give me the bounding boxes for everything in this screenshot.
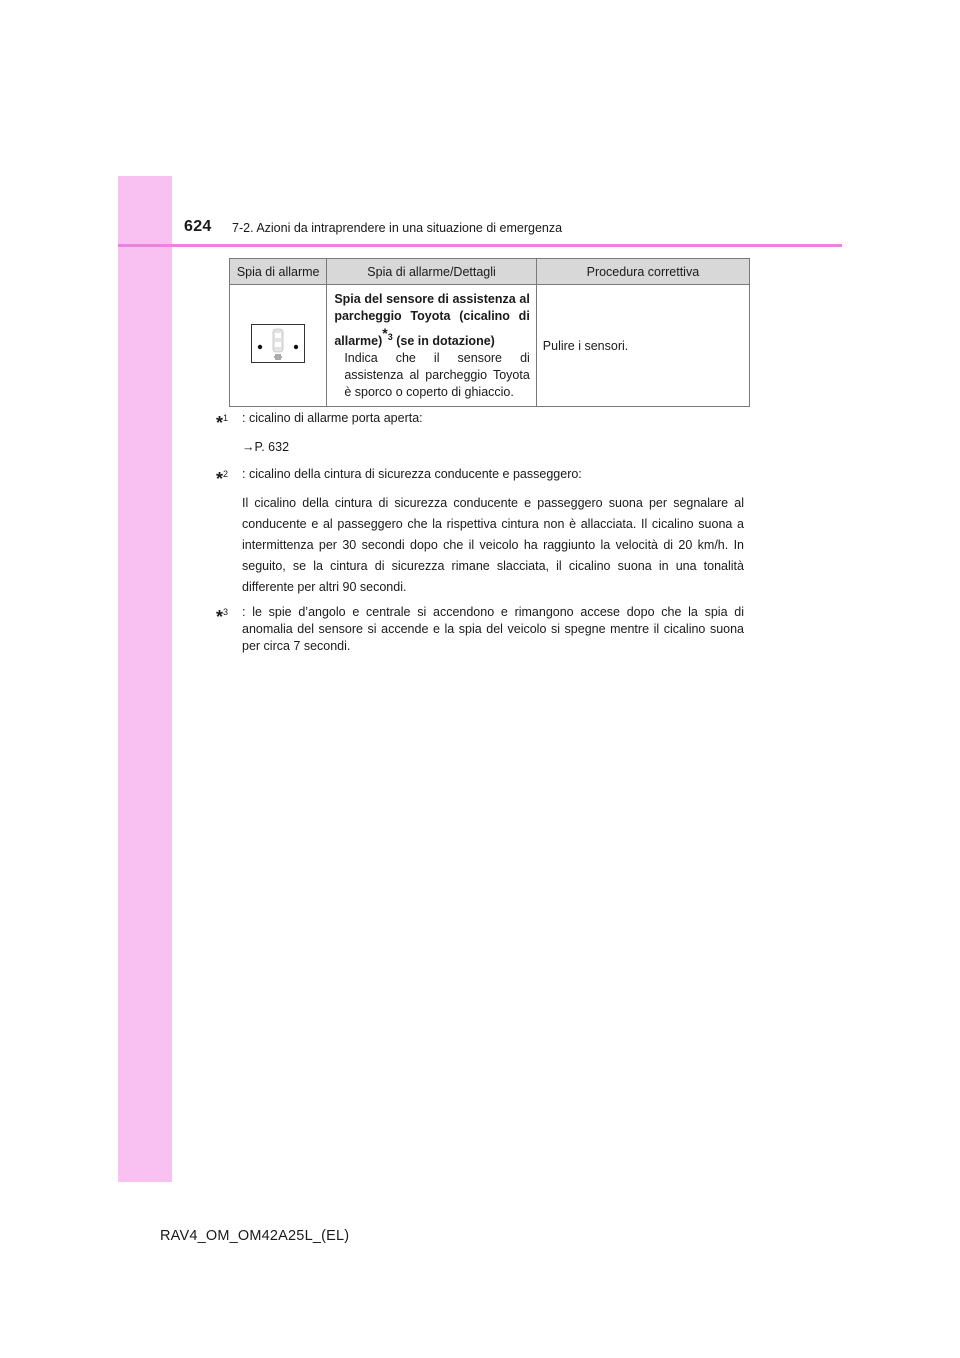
footnote-text: : le spie d’angolo e centrale si accendono e rimangono accese dopo che la spia di anomalia del sensore si accende e la spia del veicolo si spegne mentre il cicalino suona per circa 7 secondi. [242,605,744,653]
side-thumb-band [118,176,172,1182]
column-header-procedure: Procedura correttiva [536,259,749,285]
column-header-light: Spia di allarme [230,259,327,285]
warning-table [229,258,750,407]
footnote-3 [216,604,744,655]
parking-sensor-warning-icon [251,324,305,364]
page-number: 624 [184,218,212,235]
corrective-action-cell: Pulire i sensori. [536,285,749,407]
page-reference-link[interactable]: →P. 632 [242,440,290,454]
warning-details-cell [327,285,536,407]
footnote-marker: *$^1$ [216,413,229,434]
table-header-row [230,259,750,285]
warning-light-cell [230,285,327,407]
footnotes [216,408,744,661]
footnote-marker: *$^3$ [216,607,229,628]
column-header-details: Spia di allarme/Dettagli [327,259,536,285]
footnote-1 [216,408,744,458]
footnote-marker: *$^2$ [216,469,229,490]
warning-light-description: Indica che il sensore di assistenza al parcheggio Toyota è sporco o coperto di ghiaccio. [344,351,530,400]
document-code: RAV4_OM_OM42A25L_(EL) [160,1228,350,1244]
footnote-detail: Il cicalino della cintura di sicurezza conducente e passeggero suona per segnalare al conducente e al passeggero che la rispettiva cintura non è allacciata. Il cicalino suona a intermittenza per 30 secondi dopo che il veicolo ha raggiunto la velocità di 20 km/h. In seguito, se la cintura di sicurezza rimane slacciata, il cicalino suona in una tonalità differente per altri 90 secondi. [242,496,744,594]
warning-light-name: Spia del sensore di assistenza al parcheggio Toyota (cicalino di allarme)$^{*3}$ (se in dotazione) [334,292,530,349]
footnote-text: : cicalino della cintura di sicurezza conducente e passeggero: [242,467,582,481]
footnote-text: : cicalino di allarme porta aperta: [242,411,423,425]
footnote-2 [216,464,744,598]
section-title: 7-2. Azioni da intraprendere in una situazione di emergenza [232,221,563,235]
table-row [230,285,750,407]
header-rule [118,244,842,247]
